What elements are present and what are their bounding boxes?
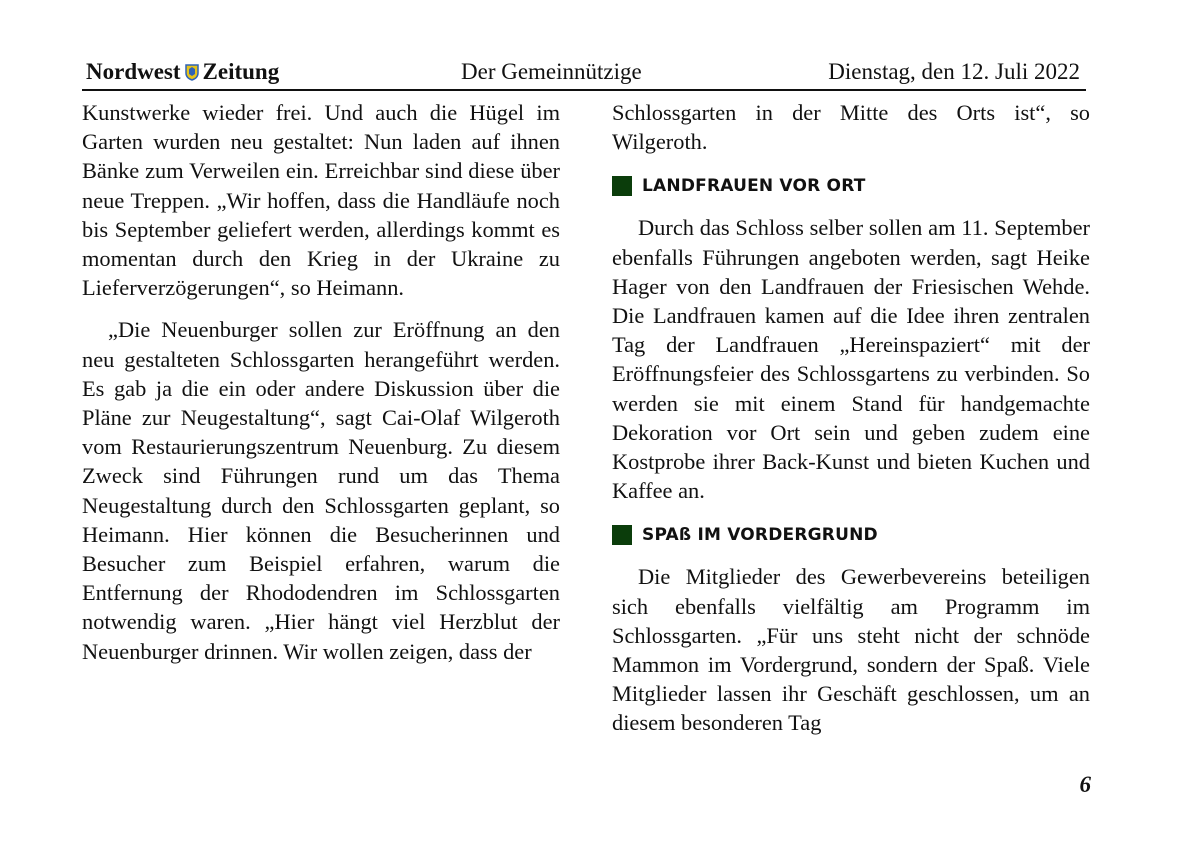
heading-square-icon [612,525,632,545]
heading-square-icon [612,176,632,196]
paragraph: Kunstwerke wieder frei. Und auch die Hügel im Garten wurden neu gestaltet: Nun laden auf ihnen Bänke zum Verweilen ein. Erreichbar sind diese über neue Treppen. „Wir hoffen, dass die Handläufe noch bis September geliefert werden, allerdings kommt es momentan durch den Krieg in der Ukraine zu Lieferverzögerungen“, so Heimann. [82,100,560,301]
masthead-logo [86,59,279,85]
brand-right: Zeitung [202,59,280,84]
page-number: 6 [1079,772,1091,797]
paragraph: Schlossgarten in der Mitte des Orts ist“, so Wilgeroth. [612,100,1090,155]
paragraph: Die Mitglieder des Gewerbevereins beteiligen sich ebenfalls vielfältig am Programm im Schlossgarten. „Für uns steht nicht der schnöde Mammon im Vordergrund, sondern der Spaß. Viele Mitglieder lassen ihr Geschäft geschlossen, um an diesem besonderen Tag [612,564,1090,736]
coat-of-arms-icon [185,64,199,81]
issue-date: Dienstag, den 12. Juli 2022 [828,59,1080,84]
section-title: Der Gemeinnützige [461,59,642,84]
page-header [82,57,1086,91]
heading-label: LANDFRAUEN VOR ORT [642,175,866,196]
section-heading [612,518,1090,552]
section-heading [612,169,1090,203]
paragraph: Durch das Schloss selber sollen am 11. September ebenfalls Führungen angeboten werden, sagt Heike Hager von den Landfrauen der Friesischen Wehde. Die Landfrauen kamen auf die Idee ihren zentralen Tag der Landfrauen „Hereinspaziert“ mit der Eröffnungsfeier des Schlossgartens zu verbinden. So werden sie mit einem Stand für handgemachte Dekoration vor Ort sein und geben zudem eine Kostprobe ihrer Back-Kunst und bieten Kuchen und Kaffee an. [612,215,1090,504]
right-column [612,98,1090,751]
brand-left: Nordwest [86,59,181,84]
left-column [82,98,560,679]
paragraph: „Die Neuenburger sollen zur Eröffnung an den neu gestalteten Schlossgarten herangeführt werden. Es gab ja die ein oder andere Diskussion über die Pläne zur Neugestaltung“, sagt Cai-Olaf Wilgeroth vom Restaurierungszentrum Neuenburg. Zu diesem Zweck sind Führungen rund um das Thema Neugestaltung durch den Schlossgarten geplant, so Heimann. Hier können die Besucherinnen und Besucher zum Beispiel erfahren, warum die Entfernung der Rhododendren im Schlossgarten notwendig waren. „Hier hängt viel Herzblut der Neuenburger drinnen. Wir wollen zeigen, dass der [82,317,560,664]
heading-label: SPAß IM VORDERGRUND [642,524,878,545]
